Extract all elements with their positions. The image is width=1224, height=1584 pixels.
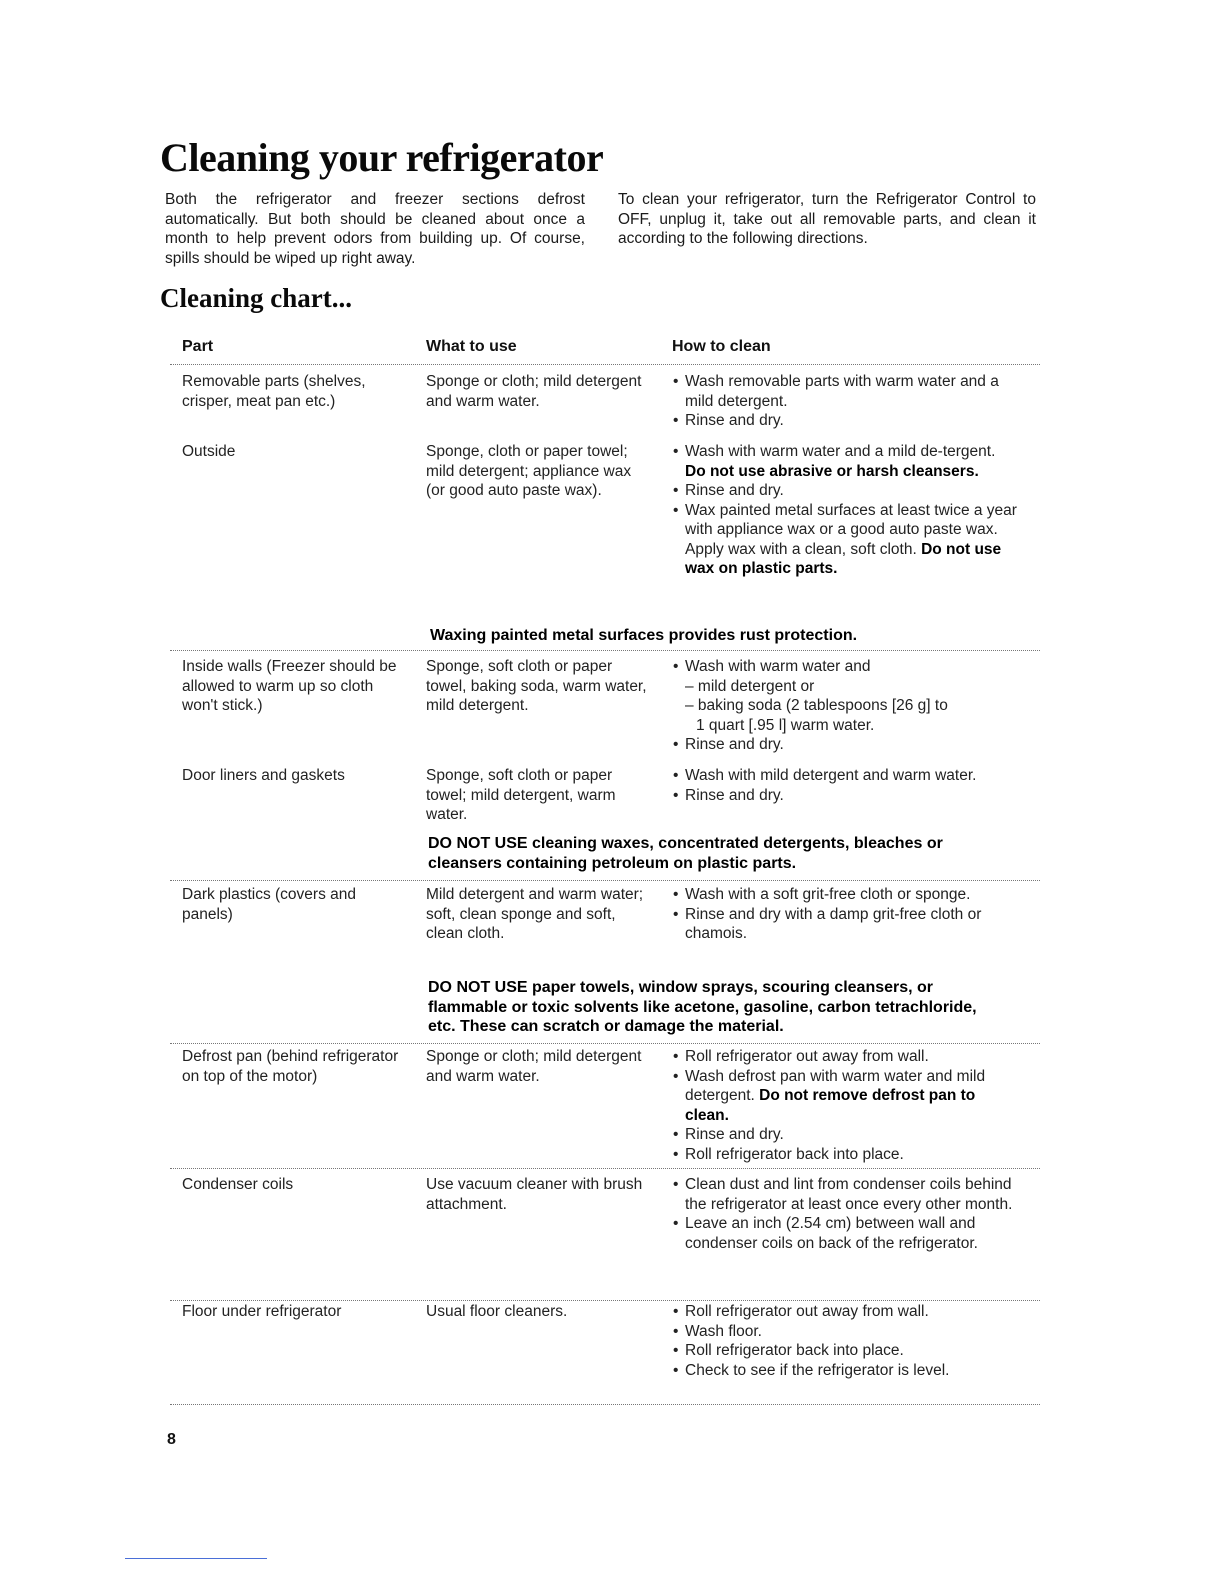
row-divider [170,364,1040,365]
list-item: • Clean dust and lint from condenser coils behind the refrigerator at least once every other month. [672,1175,1017,1214]
list-item: • Wash floor. [672,1322,1017,1342]
page-number: 8 [167,1431,176,1448]
row-divider [170,880,1040,881]
what-to-use-cell: Sponge, cloth or paper towel; mild detergent; appliance wax (or good auto paste wax). [426,443,632,499]
instruction-text: Wash with warm water and a mild de-tergent. [685,443,996,460]
list-sub-item: – baking soda (2 tablespoons [26 g] to [685,697,948,714]
warning-text: Do not remove defrost pan to clean. [685,1087,976,1124]
row-divider [170,1043,1040,1044]
waxing-note: Waxing painted metal surfaces provides rust protection. [430,627,858,644]
what-to-use-cell: Sponge, soft cloth or paper towel, baking soda, warm water, mild detergent. [426,658,647,714]
how-to-clean-cell [672,1302,1017,1380]
page-title: Cleaning your refrigerator [160,135,604,180]
list-sub-item: 1 quart [.95 l] warm water. [696,716,875,734]
how-to-clean-cell [672,1175,1017,1253]
what-to-use-cell: Usual floor cleaners. [426,1303,568,1320]
list-item [672,442,1017,481]
what-to-use-cell: Use vacuum cleaner with brush attachment. [426,1176,643,1213]
list-item: • Roll refrigerator back into place. [672,1145,1017,1165]
intro-right-paragraph: To clean your refrigerator, turn the Refrigerator Control to OFF, unplug it, take out all removable parts, and clean it according to the following directions. [618,191,1036,247]
how-to-clean-cell [672,885,1017,944]
list-item: • Wash with warm water and [672,657,1017,677]
list-item [672,1067,1017,1126]
footer-rule [125,1558,267,1559]
row-divider [170,1300,1040,1301]
section-title: Cleaning chart... [160,283,352,313]
part-cell: Door liners and gaskets [182,767,345,784]
instruction-text: Wash defrost pan with warm water and mild detergent. [685,1067,986,1104]
warning-text: Do not use wax on plastic parts. [685,540,1002,577]
list-item: • Wash with a soft grit-free cloth or sponge. [672,885,1017,905]
part-cell: Dark plastics (covers and panels) [182,886,357,923]
header-part: Part [182,338,214,355]
list-item: • Check to see if the refrigerator is level. [672,1361,1017,1381]
what-to-use-cell: Sponge or cloth; mild detergent and warm water. [426,1048,642,1085]
header-what-to-use: What to use [426,338,517,355]
list-item: • Leave an inch (2.54 cm) between wall and condenser coils on back of the refrigerator. [672,1214,1017,1253]
list-item: • Wash with mild detergent and warm water. [672,766,1017,786]
how-to-clean-cell [672,766,1017,805]
warning-text: Do not use abrasive or harsh cleansers. [685,462,979,480]
row-divider [170,650,1040,651]
row-divider [170,1168,1040,1169]
plastic-parts-warning: DO NOT USE cleaning waxes, concentrated detergents, bleaches or cleansers containing petroleum on plastic parts. [428,835,943,872]
list-item: • Rinse and dry. [672,786,1017,806]
intro-left-paragraph: Both the refrigerator and freezer sections defrost automatically. But both should be cleaned about once a month to help prevent odors from building up. Of course, spills should be wiped up right away. [165,191,585,267]
list-item [672,501,1017,579]
list-item: • Wash removable parts with warm water and a mild detergent. [672,372,1017,411]
header-how-to-clean: How to clean [672,338,771,355]
what-to-use-cell: Sponge or cloth; mild detergent and warm water. [426,373,642,410]
part-cell: Removable parts (shelves, crisper, meat pan etc.) [182,373,366,410]
what-to-use-cell: Sponge, soft cloth or paper towel; mild detergent, warm water. [426,767,616,823]
how-to-clean-cell [672,1047,1017,1164]
what-to-use-cell: Mild detergent and warm water; soft, clean sponge and soft, clean cloth. [426,886,644,942]
part-cell: Floor under refrigerator [182,1303,342,1320]
how-to-clean-cell [672,442,1017,579]
list-item: • Rinse and dry. [672,481,1017,501]
how-to-clean-cell [672,657,1017,755]
row-divider [170,1404,1040,1405]
part-cell: Condenser coils [182,1176,294,1193]
instruction-text: Wax painted metal surfaces at least twice a year with appliance wax or a good auto paste wax. Apply wax with a clean, soft cloth. [685,501,1017,558]
dark-plastics-warning: DO NOT USE paper towels, window sprays, scouring cleansers, or flammable or toxic solvents like acetone, gasoline, carbon tetrachloride, etc. These can scratch or damage the material. [428,979,977,1035]
list-item: • Rinse and dry with a damp grit-free cloth or chamois. [672,905,1017,944]
part-cell: Inside walls (Freezer should be allowed to warm up so cloth won't stick.) [182,658,397,714]
list-item: • Rinse and dry. [672,735,1017,755]
list-item: • Rinse and dry. [672,1125,1017,1145]
part-cell: Defrost pan (behind refrigerator on top of the motor) [182,1048,399,1085]
list-item: • Rinse and dry. [672,411,1017,431]
list-item: • Roll refrigerator back into place. [672,1341,1017,1361]
how-to-clean-cell [672,372,1017,431]
list-sub-item: – mild detergent or [685,677,815,695]
list-item: • Roll refrigerator out away from wall. [672,1047,1017,1067]
part-cell: Outside [182,443,236,460]
list-item: • Roll refrigerator out away from wall. [672,1302,1017,1322]
